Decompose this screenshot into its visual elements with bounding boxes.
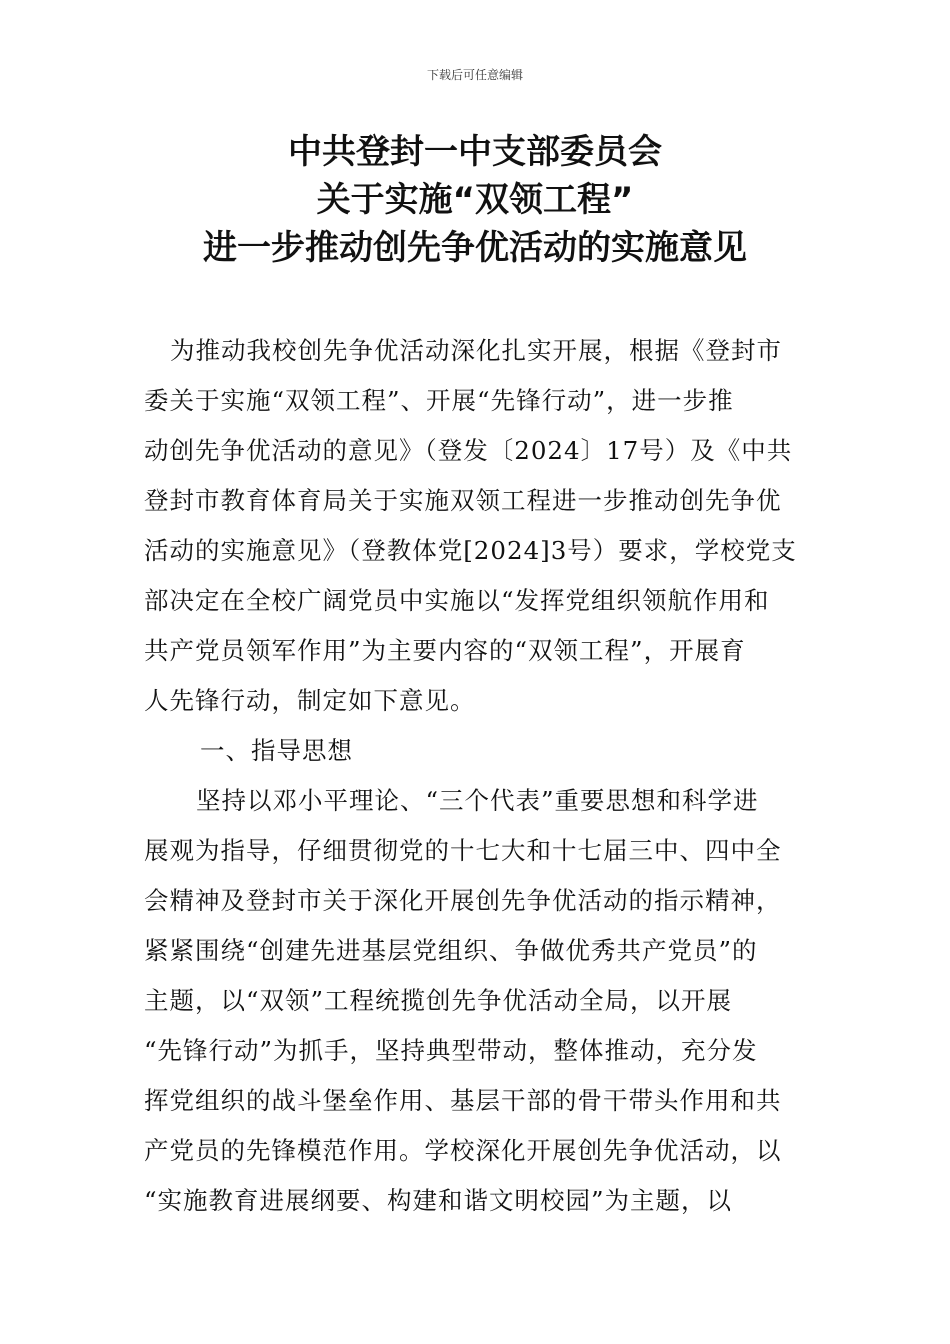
title-line: 进一步推动创先争优活动的实施意见 — [203, 228, 747, 268]
body-line: 会精神及登封市关于深化开展创先争优活动的指示精神， — [144, 886, 782, 915]
body-line: 为推动我校创先争优活动深化扎实开展，根据《登封市 — [170, 336, 782, 365]
body-line: 产党员的先锋模范作用。学校深化开展创先争优活动，以 — [144, 1136, 782, 1165]
body-line: 登封市教育体育局关于实施双领工程进一步推动创先争优 — [144, 486, 782, 515]
document-title — [0, 128, 950, 272]
title-line: 关于实施“双领工程” — [316, 180, 634, 220]
body-line: 部决定在全校广阔党员中实施以“发挥党组织领航作用和 — [144, 586, 770, 615]
body-line: 展观为指导，仔细贯彻党的十七大和十七届三中、四中全 — [144, 836, 782, 865]
page-header: 下载后可任意编辑 — [426, 68, 523, 82]
section-heading: 一、指导思想 — [200, 736, 353, 765]
body-line: 活动的实施意见》（登教体党[2024]3号）要求，学校党支 — [144, 536, 797, 565]
body-line: 紧紧围绕“创建先进基层党组织、争做优秀共产党员”的 — [144, 936, 758, 965]
document-body — [144, 326, 804, 1226]
body-line: 主题，以“双领”工程统揽创先争优活动全局，以开展 — [144, 986, 733, 1015]
body-line: 挥党组织的战斗堡垒作用、基层干部的骨干带头作用和共 — [144, 1086, 782, 1115]
body-line: 委关于实施“双领工程”、开展“先锋行动”，进一步推 — [144, 386, 734, 415]
body-line: 人先锋行动，制定如下意见。 — [144, 686, 476, 715]
body-line: 坚持以邓小平理论、“三个代表”重要思想和科学进 — [196, 786, 759, 815]
title-line: 中共登封一中支部委员会 — [288, 132, 662, 172]
body-line: “实施教育进展纲要、构建和谐文明校园”为主题，以 — [144, 1186, 733, 1215]
body-line: “先锋行动”为抓手，坚持典型带动，整体推动，充分发 — [144, 1036, 758, 1065]
body-line: 动创先争优活动的意见》（登发〔2024〕17号）及《中共 — [144, 436, 793, 465]
body-line: 共产党员领军作用”为主要内容的“双领工程”，开展育 — [144, 636, 746, 665]
